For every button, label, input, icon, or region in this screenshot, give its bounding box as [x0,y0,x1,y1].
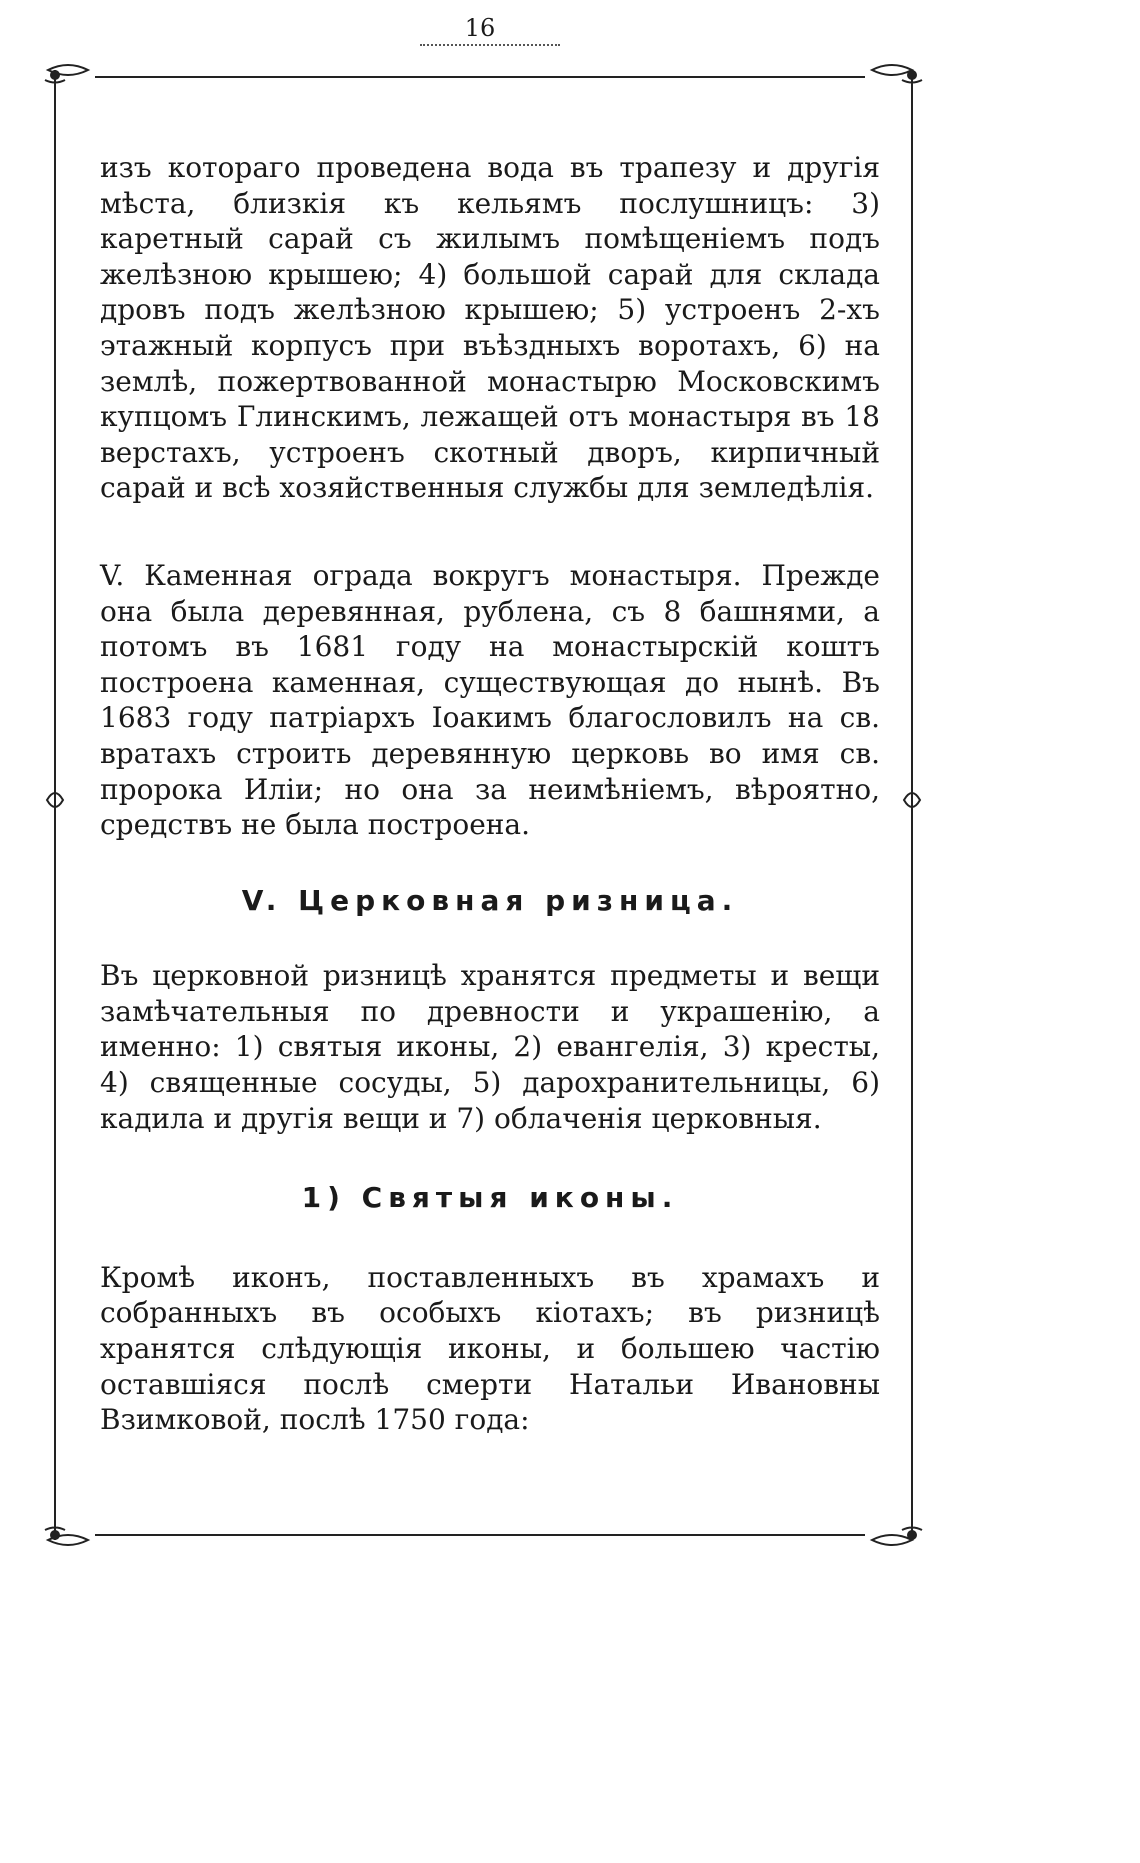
paragraph-outbuildings: изъ котораго проведена вода въ трапезу и другія мѣста, близкія къ кельямъ послушницъ: 3) каретный сарай съ жилымъ помѣщеніемъ подъ желѣзною крышею; 4) большой сарай для склада дровъ подъ желѣзною крышею; 5) устроенъ 2-хъ этажный корпусъ при въѣздныхъ воротахъ, 6) на землѣ, пожертвованной монастырю Московскимъ купцомъ Глинскимъ, лежащей отъ монастыря въ 18 верстахъ, устроенъ скотный дворъ, кирпичный сарай и всѣ хозяйственныя службы для земледѣлія. [100,151,880,505]
page-body [100,150,880,1438]
corner-ornament-bottom-left [45,1495,88,1545]
corner-ornament-bottom-right [872,1495,922,1545]
paragraph-stone-wall: V. Каменная ограда вокругъ монастыря. Прежде она была деревянная, рублена, съ 8 башнями, а потомъ въ 1681 году на монастырскій коштъ построена каменная, существующая до нынѣ. Въ 1683 году патріархъ Іоакимъ благословилъ на св. вратахъ строить деревянную церковь во имя св. пророка Иліи; но она за неимѣніемъ, вѣроятно, средствъ не была построена. [100,558,880,842]
corner-ornament-top-left [45,65,88,110]
paragraph-sacristy: Въ церковной ризницѣ хранятся предметы и вещи замѣчательныя по древности и украшенію, а именно: 1) святыя иконы, 2) евангелія, 3) кресты, 4) священные сосуды, 5) дарохранительницы, 6) кадила и другія вещи и 7) облаченія церковныя. [100,959,880,1135]
paragraph-icons: Кромѣ иконъ, поставленныхъ въ храмахъ и собранныхъ въ особыхъ кіотахъ; въ ризницѣ хранятся слѣдующія иконы, и большею частію оставшіяся послѣ смерти Натальи Ивановны Взимковой, послѣ 1750 года: [100,1260,880,1437]
page-number: 16 [464,14,496,42]
side-ornament-right [904,785,920,815]
corner-ornament-top-right [872,65,922,110]
section-heading-sacristy: V. Церковная ризница. [241,883,739,917]
side-ornament-left [47,785,63,815]
section-heading-icons: 1) Святыя иконы. [301,1181,679,1215]
